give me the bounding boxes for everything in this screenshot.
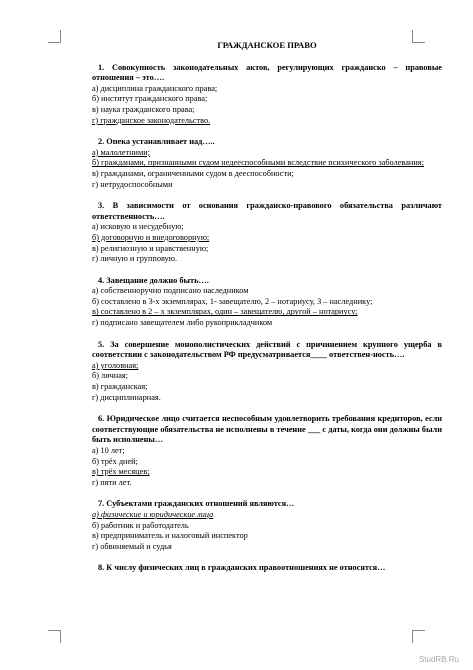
question-text: 6. Юридическое лицо считается неспособным удовлетворить требования кредиторов, если соответствующие обязательства не исполнены в течение ___ с даты, когда они должны были быть исполнены… [92, 414, 442, 445]
page-title: ГРАЖДАНСКОЕ ПРАВО [217, 40, 317, 50]
answer-option-underlined: б) гражданами, признанными судом недееспособными вследствие психического заболевания; [92, 158, 424, 168]
page-corner-mark-bottom-right [412, 630, 425, 643]
answer-option-underlined: в) составлено в 2 – х экземплярах, один – завещателю, другой – нотариусу; [92, 307, 358, 317]
answer-option: а) собственноручно подписано наследником [92, 286, 249, 296]
answer-option: г) нетрудоспособными [92, 179, 173, 189]
question-text: 5. За совершение монополистических действий с причинением крупного ущерба в соответствии с законодательством РФ предусматривается____ ответствен-ность…. [92, 339, 442, 360]
document-page [92, 40, 442, 585]
question-text: 1. Совокупность законодательных актов, регулирующих гражданско – правовые отношения – это…. [92, 62, 442, 83]
answer-option: в) религиозную и нравственную; [92, 243, 209, 253]
answer-option: а) дисциплина гражданского права; [92, 83, 218, 93]
question-text: 7. Субъектами гражданских отношений являются… [98, 499, 295, 509]
answer-option: г) личную и групповую. [92, 254, 178, 264]
answer-option-underlined: а) физические и юридические лица [92, 509, 214, 519]
answer-option-underlined: а) уголовная; [92, 360, 139, 370]
question-7 [92, 499, 442, 552]
answer-option: б) работник и работодатель [92, 520, 189, 530]
answer-option: б) институт гражданского права; [92, 94, 208, 104]
answer-option: в) предприниматель и налоговый инспектор [92, 531, 248, 541]
answer-option: в) гражданская; [92, 382, 148, 392]
question-text: 8. К числу физических лиц в гражданских правоотношениях не относятся… [98, 563, 386, 573]
answer-option: а) исковую и несудебную; [92, 222, 184, 232]
answer-option: в) наука гражданского права; [92, 104, 195, 114]
page-corner-mark-top-left [48, 30, 61, 43]
answer-option-underlined: в) трёх месяцев; [92, 467, 150, 477]
question-text: 4. Завещание должно быть…. [98, 275, 209, 285]
question-8 [92, 563, 442, 574]
answer-option-underlined: б) договорную и внедоговорную; [92, 232, 210, 242]
watermark-footer: StudRB.Ru [418, 655, 459, 664]
question-1 [92, 63, 442, 127]
answer-option: в) гражданами, ограниченными судом в дееспособности; [92, 168, 294, 178]
answer-option-underlined: а) малолетними; [92, 147, 150, 157]
question-6 [92, 414, 442, 488]
question-4 [92, 276, 442, 329]
question-text: 2. Опека устанавливает над….. [98, 137, 215, 147]
answer-option: г) пяти лет. [92, 477, 132, 487]
answer-option: б) составлено в 3-х экземплярах, 1- завещателю, 2 – нотариусу, 3 – наследнику; [92, 296, 373, 306]
answer-option-underlined: г) гражданское законодательство. [92, 115, 211, 125]
question-2 [92, 137, 442, 190]
question-text: 3. В зависимости от основания гражданско-правового обязательства различают ответственность…. [92, 201, 442, 221]
answer-option: б) трёх дней; [92, 456, 138, 466]
answer-option: б) личная; [92, 371, 129, 381]
page-corner-mark-bottom-left [48, 630, 61, 643]
question-5 [92, 340, 442, 404]
question-3 [92, 201, 442, 265]
answer-option: г) дисциплинарная. [92, 392, 161, 402]
answer-option: г) подписано завещателем либо рукоприкладчиком [92, 318, 273, 328]
answer-option: а) 10 лет; [92, 446, 125, 455]
answer-option: г) обвиняемый и судья [92, 541, 172, 551]
